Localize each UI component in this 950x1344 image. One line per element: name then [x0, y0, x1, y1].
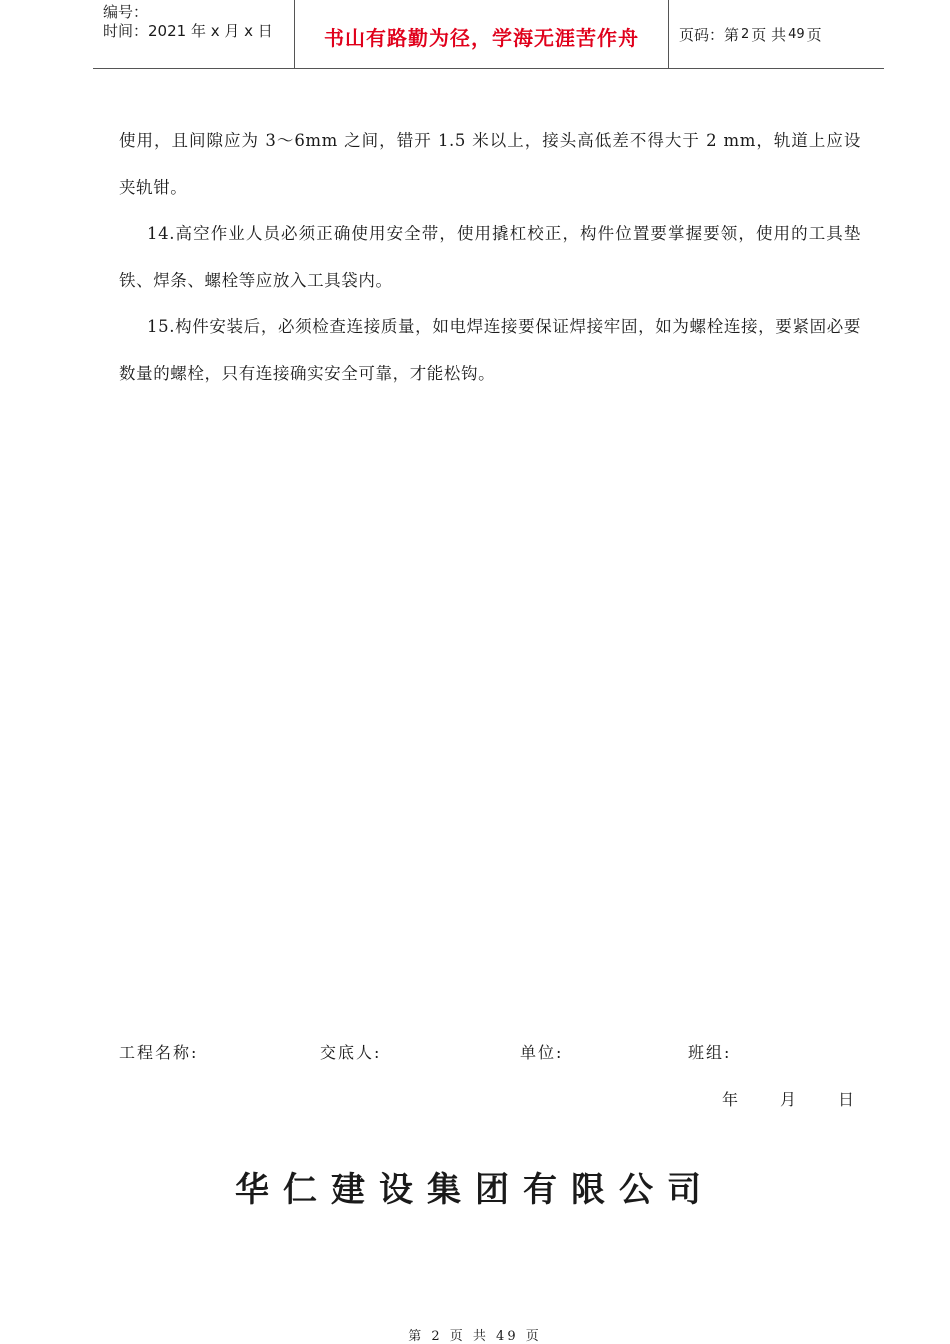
document-number-label: 编号：	[103, 3, 149, 21]
unit-label: 单位:	[520, 1043, 564, 1062]
document-time: 时间：2021 年 x 月 x 日	[103, 22, 273, 40]
motto: 书山有路勤为径，学海无涯苦作舟	[324, 25, 639, 50]
paragraph-continued: 使用，且间隙应为 3～6mm 之间，错开 1.5 米以上，接头高低差不得大于 2 mm，轨道上应设夹轨钳。	[119, 131, 861, 197]
signoff-row	[0, 1040, 950, 1068]
presenter-label: 交底人:	[320, 1043, 382, 1062]
page-current: 2	[741, 26, 750, 42]
page-prefix: 页码：第	[679, 25, 740, 44]
team-label: 班组:	[688, 1043, 732, 1062]
page-header	[93, 0, 884, 69]
month-label: 月	[780, 1090, 797, 1109]
page-total: 49	[788, 26, 805, 42]
year-label: 年	[722, 1090, 739, 1109]
day-label: 日	[838, 1090, 855, 1109]
paragraph-item-14: 14.高空作业人员必须正确使用安全带，使用撬杠校正，构件位置要掌握要领，使用的工具垫铁、焊条、螺栓等应放入工具袋内。	[119, 224, 861, 290]
header-meta	[93, 0, 295, 68]
document-body	[119, 118, 861, 397]
header-motto-cell	[295, 0, 669, 68]
page-mid: 页 共	[751, 25, 787, 44]
paragraph-item-15: 15.构件安装后，必须检查连接质量，如电焊连接要保证焊接牢固，如为螺栓连接，要紧固必要数量的螺栓，只有连接确实安全可靠，才能松钩。	[119, 317, 861, 383]
page-footer: 第 2 页 共 49 页	[408, 1329, 542, 1344]
page-suffix: 页	[806, 25, 822, 44]
project-name-label: 工程名称:	[119, 1043, 199, 1062]
header-page-info	[669, 0, 884, 68]
company-name: 华仁建设集团有限公司	[235, 1170, 715, 1210]
